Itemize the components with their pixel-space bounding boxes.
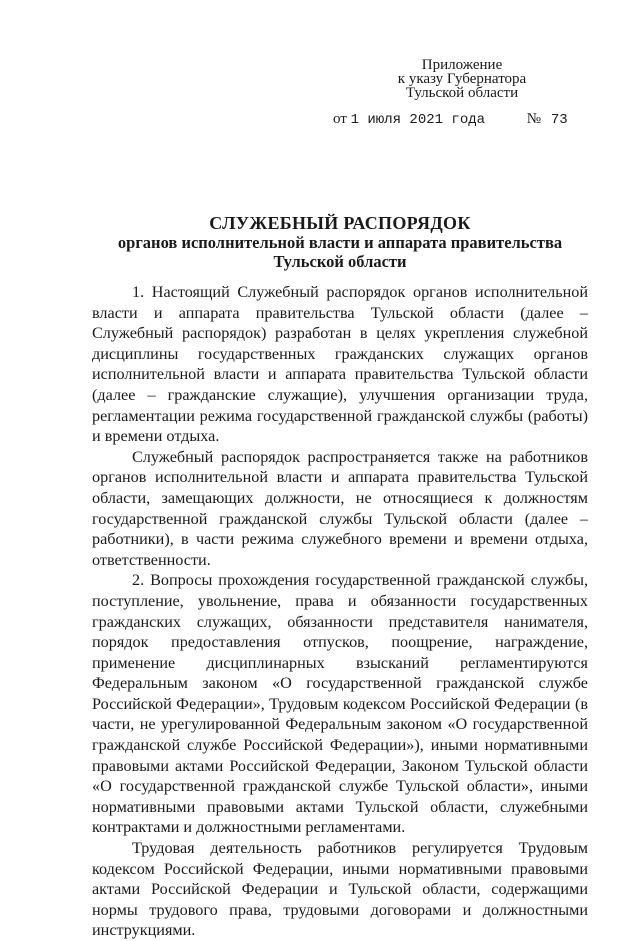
decree-date-line <box>333 111 568 128</box>
appendix-line-2: к указу Губернатора <box>397 71 527 87</box>
title-sub-line-2: Тульской области <box>273 252 407 271</box>
decree-number: 73 <box>550 112 568 128</box>
number-sign: № <box>526 111 542 127</box>
decree-date: 1 июля 2021 года <box>350 112 486 128</box>
appendix-line-3: Тульской области <box>405 85 519 101</box>
title-sub-line-1: органов исполнительной власти и аппарата правительства <box>117 233 563 252</box>
document-title <box>92 214 588 271</box>
date-prefix: от <box>333 111 347 127</box>
appendix-header <box>372 58 552 100</box>
document-body <box>92 282 588 941</box>
appendix-line-1: Приложение <box>421 57 503 73</box>
paragraph-3: 2. Вопросы прохождения государственной гражданской службы, поступление, увольнение, права и обязанности государственных гражданских служащих, обязанности представителя нанимателя, порядок предоставления отпусков, поощрение, награждение, применение дисциплинарных взысканий регламентируются Федеральным законом «О государственной гражданской службе Российской Федерации», Трудовым кодексом Российской Федерации (в части, не урегулированной Федеральным законом «О государственной гражданской службе Российской Федерации»), иными нормативными правовыми актами Российской Федерации, Законом Тульской области «О государственной гражданской службе Тульской области», иными нормативными правовыми актами Тульской области, служебными контрактами и должностными регламентами. <box>92 571 588 837</box>
paragraph-4: Трудовая деятельность работников регулируется Трудовым кодексом Российской Федерации, иными нормативными правовыми актами Российской Федерации и Тульской области, содержащими нормы трудового права, трудовыми договорами и должностными инструкциями. <box>92 839 588 940</box>
paragraph-1: 1. Настоящий Служебный распорядок органов исполнительной власти и аппарата правительства Тульской области (далее – Служебный распорядок) разработан в целях укрепления служебной дисциплины государственных гражданских служащих органов исполнительной власти и аппарата правительства Тульской области (далее – гражданские служащие), улучшения организации труда, регламентации режима государственной гражданской службы (работы) и времени отдыха. <box>92 283 588 446</box>
title-main: СЛУЖЕБНЫЙ РАСПОРЯДОК <box>209 213 471 233</box>
paragraph-2: Служебный распорядок распространяется также на работников органов исполнительной власти и аппарата правительства Тульской области, замещающих должности, не относящиеся к должностям государственной гражданской службы Тульской области (далее – работники), в части режима служебного времени и времени отдыха, ответственности. <box>92 447 588 569</box>
